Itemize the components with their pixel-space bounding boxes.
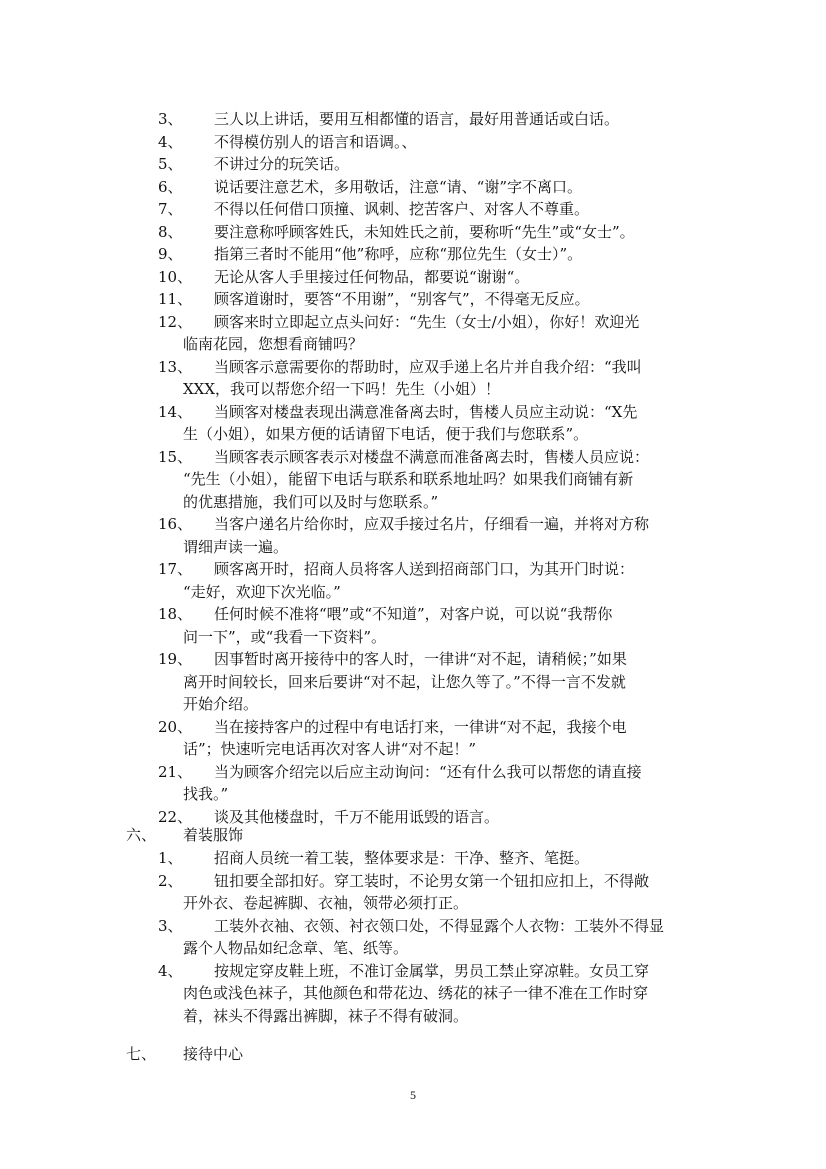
item-number: 8、 — [158, 222, 183, 241]
item-text: 顾客道谢时，要答“不用谢”，“别客气”，不得毫无反应。 — [214, 290, 590, 308]
item-text: 指第三者时不能用“他”称呼，应称“那位先生（女士）”。 — [214, 245, 583, 263]
item-number: 13、 — [158, 357, 193, 376]
item-text: 谈及其他楼盘时，千万不能用诋毁的语言。 — [214, 807, 500, 826]
item-text-continuation: 开外衣、卷起裤脚、衣袖，领带必须打正。 — [183, 894, 469, 912]
item-text: 当顾客表示顾客表示对楼盘不满意而准备离去时，售楼人员应说： — [214, 447, 650, 466]
item-text-continuation: 话”；快速听完电话再次对客人讲“对不起！” — [183, 740, 477, 758]
item-number: 4、 — [158, 132, 183, 151]
item-text: 不得以任何借口顶撞、讽刺、挖苦客户、对客人不尊重。 — [214, 200, 590, 218]
item-text: 当顾客对楼盘表现出满意准备离去时，售楼人员应主动说：“X先 — [214, 402, 638, 421]
item-number: 10、 — [158, 267, 193, 286]
item-text-continuation: 生（小姐），如果方便的话请留下电话，便于我们与您联系”。 — [183, 425, 589, 443]
item-text: 顾客离开时，招商人员将客人送到招商部门口，为其开门时说： — [214, 560, 635, 578]
item-number: 16、 — [158, 515, 193, 533]
item-number: 21、 — [158, 762, 193, 781]
item-text: 要注意称呼顾客姓氏，未知姓氏之前，要称听“先生”或“女士”。 — [214, 222, 635, 241]
item-number: 17、 — [158, 560, 193, 578]
item-text: 当客户递名片给你时，应双手接过名片，仔细看一遍，并将对方称 — [214, 515, 650, 533]
item-text-continuation: “走好，欢迎下次光临。” — [183, 582, 341, 601]
section-title: 接待中心 — [183, 1045, 244, 1063]
item-text: 任何时候不准将“喂”或“不知道”，对客户说，可以说“我帮你 — [214, 605, 613, 623]
page-number: 5 — [410, 1088, 416, 1102]
item-number: 19、 — [158, 650, 193, 668]
item-text: 顾客来时立即起立点头问好：“先生（女士/小姐），你好！欢迎光 — [214, 312, 640, 331]
item-number: 15、 — [158, 447, 193, 466]
section-title: 着装服饰 — [183, 826, 244, 844]
item-text-continuation: 离开时间较长，回来后要讲“对不起，让您久等了。”不得一言不发就 — [183, 672, 626, 691]
item-text: 当在接持客户的过程中有电话打来，一律讲“对不起，我接个电 — [214, 717, 627, 736]
item-text: 不得模仿别人的语言和语调。、 — [214, 132, 417, 151]
item-text-continuation: XXX，我可以帮您介绍一下吗！先生（小姐）！ — [183, 380, 501, 398]
item-number: 9、 — [158, 245, 183, 263]
item-number: 3、 — [158, 110, 183, 128]
item-number: 14、 — [158, 402, 193, 421]
item-text: 无论从客人手里接过任何物品，都要说“谢谢“。 — [214, 267, 530, 286]
item-text: 当为顾客介绍完以后应主动询问：“还有什么我可以帮您的请直接 — [214, 762, 642, 781]
item-text: 因事暂时离开接待中的客人时，一律讲“对不起，请稍候；”如果 — [214, 650, 627, 668]
item-number: 1、 — [158, 849, 183, 867]
item-text: 钮扣要全部扣好。穿工装时，不论男女第一个钮扣应扣上，不得敞 — [214, 871, 650, 890]
item-text-continuation: 临南花园，您想看商铺吗？ — [183, 335, 364, 353]
item-text: 当顾客示意需要你的帮助时，应双手递上名片并自我介绍：“我叫 — [214, 357, 642, 376]
section-number: 七、 — [126, 1045, 157, 1063]
item-text-continuation: 找我。” — [183, 785, 229, 803]
item-text-continuation: 露个人物品如纪念章、笔、纸等。 — [183, 939, 409, 957]
item-number: 22、 — [158, 807, 193, 826]
item-number: 5、 — [158, 155, 183, 173]
item-number: 7、 — [158, 200, 183, 218]
item-number: 3、 — [158, 916, 183, 935]
item-text: 三人以上讲话，要用互相都懂的语言，最好用普通话或白话。 — [214, 110, 620, 128]
item-text: 不讲过分的玩笑话。 — [214, 155, 350, 173]
item-number: 20、 — [158, 717, 193, 736]
item-text: 工装外衣袖、衣领、衬衣领口处，不得显露个人衣物：工装外不得显 — [214, 916, 665, 935]
section-number: 六、 — [126, 826, 157, 844]
item-text-continuation: 开始介绍。 — [183, 695, 259, 713]
item-text-continuation: 着，袜头不得露出裤脚，袜子不得有破洞。 — [183, 1006, 469, 1025]
item-number: 6、 — [158, 177, 183, 196]
item-text: 说话要注意艺术，多用敬话，注意“请、“谢”字不离口。 — [214, 177, 583, 196]
item-number: 18、 — [158, 605, 193, 623]
item-text-continuation: 谓细声读一遍。 — [183, 537, 289, 556]
item-number: 11、 — [158, 290, 193, 308]
item-number: 12、 — [158, 312, 193, 331]
item-text: 招商人员统一着工装，整体要求是：干净、整齐、笔挺。 — [214, 849, 590, 867]
item-number: 4、 — [158, 961, 183, 980]
item-number: 2、 — [158, 871, 183, 890]
item-text-continuation: 问一下”，或“我看一下资料”。 — [183, 627, 387, 646]
item-text-continuation: 的优惠措施，我们可以及时与您联系。” — [183, 492, 439, 511]
item-text-continuation: 肉色或浅色袜子，其他颜色和带花边、绣花的袜子一律不准在工作时穿 — [183, 984, 649, 1002]
item-text: 按规定穿皮鞋上班，不准订金属掌，男员工禁止穿凉鞋。女员工穿 — [214, 961, 650, 980]
item-text-continuation: “先生（小姐），能留下电话与联系和联系地址吗？如果我们商铺有新 — [183, 470, 634, 488]
